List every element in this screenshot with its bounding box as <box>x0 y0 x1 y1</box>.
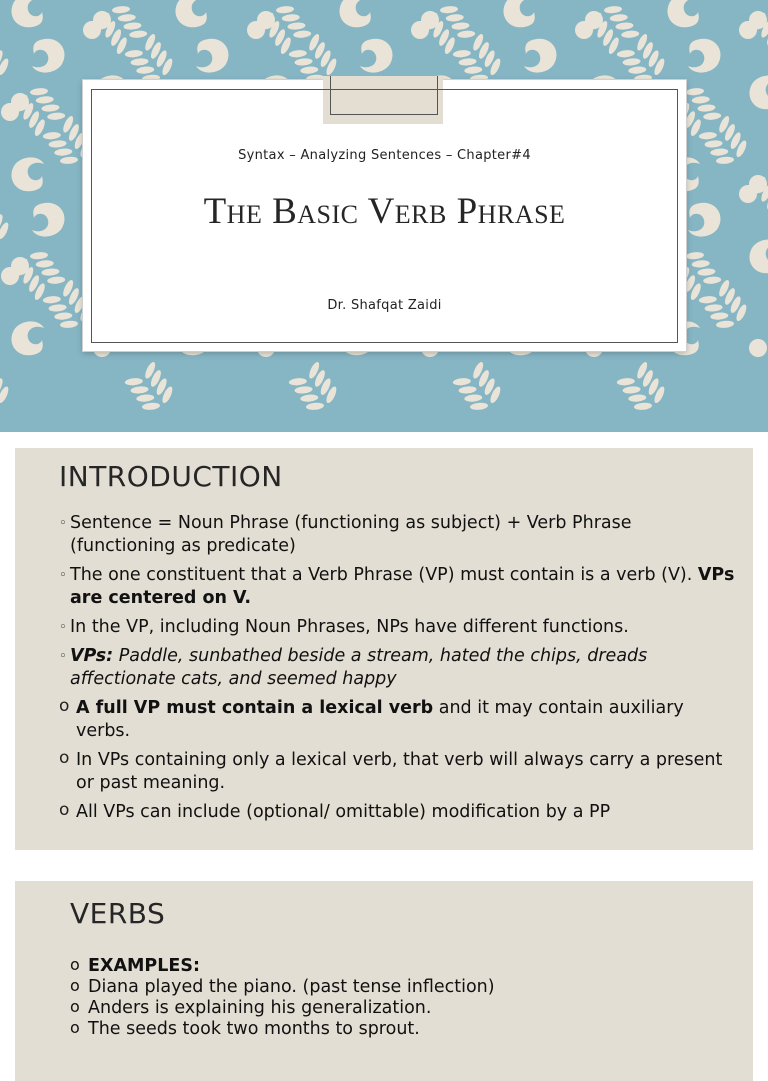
verbs-examples <box>70 956 730 1040</box>
list-item: o Diana played the piano. (past tense inflection) <box>70 977 730 998</box>
slide-author: Dr. Shafqat Zaidi <box>83 298 686 313</box>
bullet-icon: o <box>70 996 80 1017</box>
list-item: o All VPs can include (optional/ omittable) modification by a PP <box>59 801 739 824</box>
bullet-icon: ◦ <box>59 512 67 535</box>
list-item: o A full VP must contain a lexical verb and it may contain auxiliary verbs. <box>59 697 739 743</box>
list-item: ◦ VPs: Paddle, sunbathed beside a stream, hated the chips, dreads affectionate cats, and seemed happy <box>59 645 739 691</box>
bullet-icon: o <box>70 975 80 996</box>
bullet-icon: o <box>59 799 69 822</box>
bullet-icon: o <box>59 747 69 770</box>
list-item: ◦ In the VP, including Noun Phrases, NPs have different functions. <box>59 616 739 639</box>
title-card <box>83 80 686 351</box>
introduction-slide <box>15 448 753 850</box>
bullet-icon: o <box>59 695 69 718</box>
bullet-icon: ◦ <box>59 564 67 587</box>
title-slide <box>0 0 768 432</box>
bullet-icon: o <box>70 1017 80 1038</box>
list-item: ◦ The one constituent that a Verb Phrase (VP) must contain is a verb (V). VPs are centered on V. <box>59 564 739 610</box>
bullet-icon: ◦ <box>59 645 67 668</box>
list-item: o Anders is explaining his generalization. <box>70 998 730 1019</box>
list-item: o EXAMPLES: <box>70 956 730 977</box>
introduction-heading: INTRODUCTION <box>59 460 283 493</box>
slide-subtitle: Syntax – Analyzing Sentences – Chapter#4 <box>83 148 686 163</box>
bullet-icon: ◦ <box>59 616 67 639</box>
verbs-heading: VERBS <box>70 897 165 930</box>
slide-title: The Basic Verb Phrase <box>83 190 686 233</box>
list-item: o In VPs containing only a lexical verb, that verb will always carry a present or past meaning. <box>59 749 739 795</box>
list-item: o The seeds took two months to sprout. <box>70 1019 730 1040</box>
list-item: ◦ Sentence = Noun Phrase (functioning as subject) + Verb Phrase (functioning as predicate) <box>59 512 739 558</box>
introduction-bullets <box>59 512 739 830</box>
verbs-slide <box>15 881 753 1081</box>
bullet-icon: o <box>70 954 80 975</box>
